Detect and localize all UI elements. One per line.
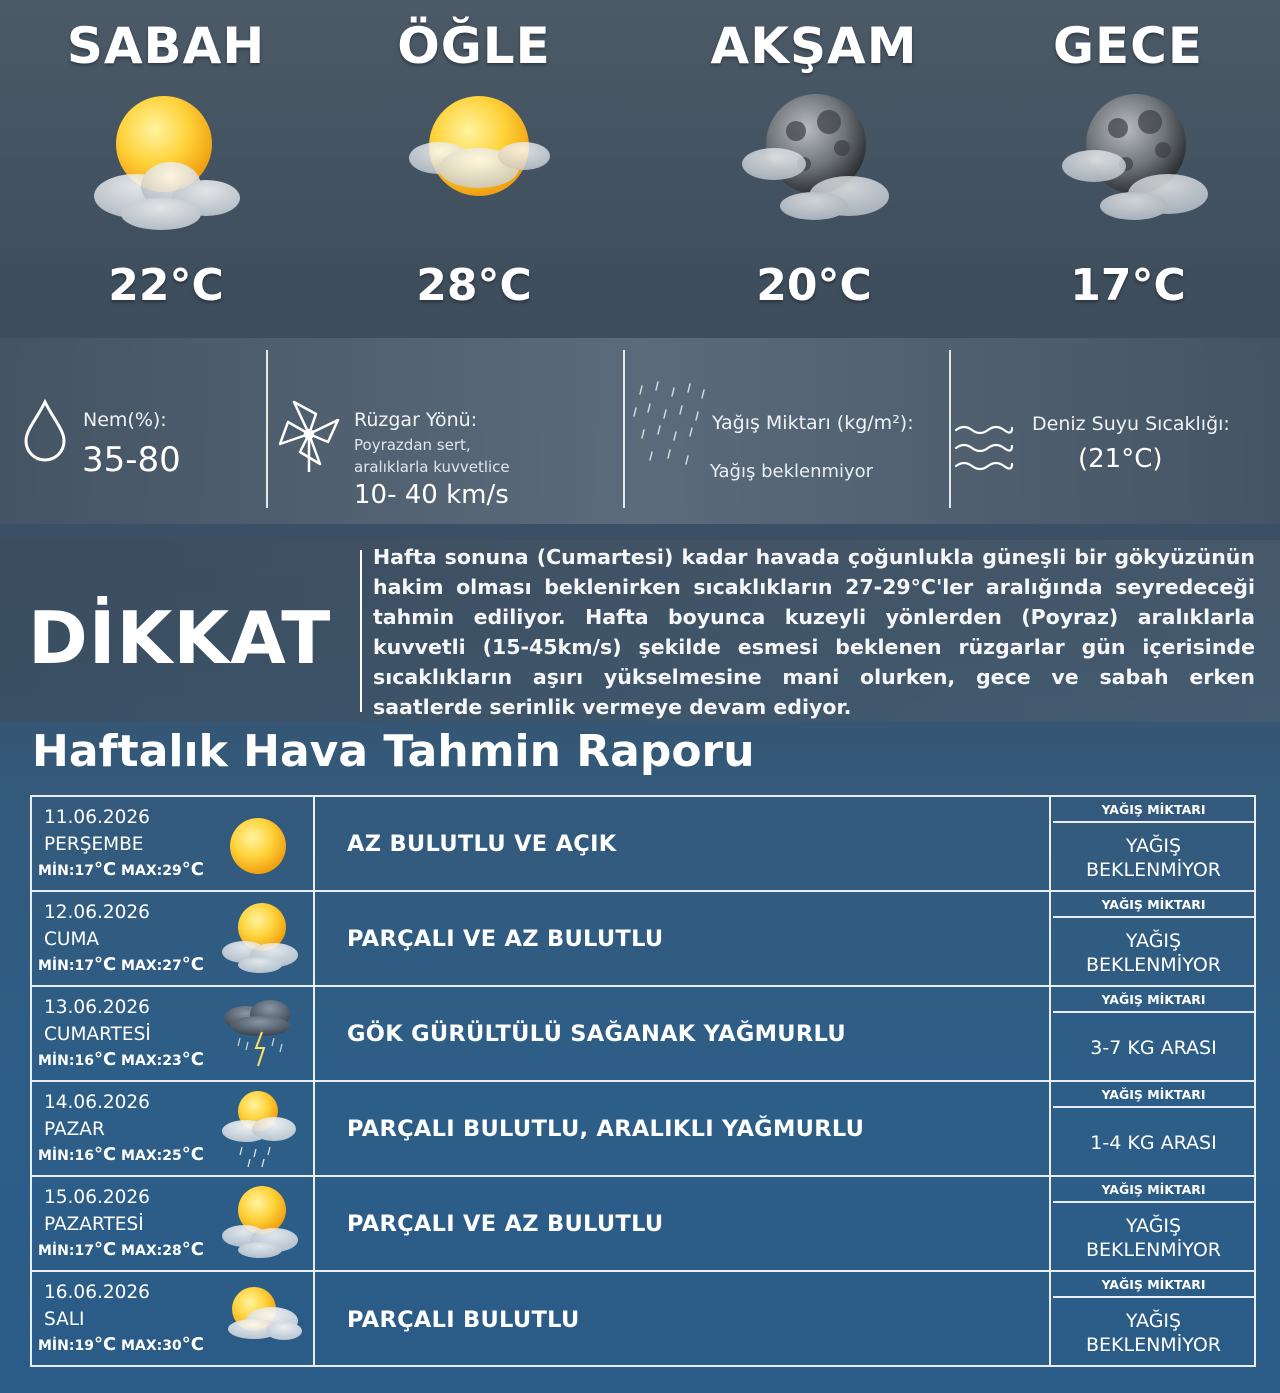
period-name: SABAH	[66, 17, 266, 75]
sun-cloud-icon	[76, 86, 256, 256]
table-row	[32, 892, 1254, 987]
row-desc: AZ BULUTLU VE AÇIK	[347, 830, 617, 857]
period-temp: 20°C	[756, 260, 872, 311]
period-temp: 17°C	[1070, 260, 1186, 311]
rain-head: YAĞIŞ MİKTARI	[1053, 1272, 1254, 1298]
sea-value: (21°C)	[1078, 444, 1163, 474]
divider	[949, 350, 951, 508]
dikkat-divider	[360, 550, 362, 712]
date-cell	[32, 987, 315, 1080]
date-cell	[32, 797, 315, 890]
table-row	[32, 797, 1254, 892]
rain-icon	[630, 378, 710, 478]
rain-head: YAĞIŞ MİKTARI	[1053, 1177, 1254, 1203]
rain-cell	[1053, 987, 1254, 1080]
rain-head: YAĞIŞ MİKTARI	[1053, 1082, 1254, 1108]
date-cell	[32, 1272, 315, 1367]
rain-value: YAĞIŞ BEKLENMİYOR	[1085, 834, 1222, 881]
row-day: PERŞEMBE	[44, 834, 144, 855]
sun-cloud-icon	[212, 1182, 307, 1267]
desc-cell	[317, 797, 1051, 890]
row-date: 14.06.2026	[44, 1092, 150, 1113]
row-date: 16.06.2026	[44, 1282, 150, 1303]
table-row	[32, 1177, 1254, 1272]
period-gece	[978, 14, 1278, 316]
period-temp: 28°C	[416, 260, 532, 311]
sea-label: Deniz Suyu Sıcaklığı:	[1032, 413, 1230, 435]
thunderstorm-icon	[212, 992, 307, 1077]
row-day: PAZARTESİ	[44, 1214, 144, 1235]
table-row	[32, 1082, 1254, 1177]
wind-desc-1: Poyrazdan sert,	[354, 436, 471, 454]
humidity-label: Nem(%):	[83, 409, 167, 431]
rain-cell	[1053, 1082, 1254, 1175]
rain-cell	[1053, 1177, 1254, 1270]
date-cell	[32, 892, 315, 985]
divider	[623, 350, 625, 508]
row-minmax: MİN:17°C MAX:28°C	[38, 1239, 204, 1260]
wind-value: 10- 40 km/s	[354, 480, 509, 510]
row-minmax: MİN:17°C MAX:29°C	[38, 859, 204, 880]
humidity-value: 35-80	[82, 440, 181, 480]
weekly-table	[30, 795, 1256, 1367]
period-sabah	[16, 14, 316, 316]
table-row	[32, 1272, 1254, 1367]
sun-cloud-icon	[384, 86, 564, 256]
wind-desc-2: aralıklarla kuvvetlice	[354, 458, 510, 476]
waves-icon	[954, 420, 1014, 474]
row-desc: PARÇALI VE AZ BULUTLU	[347, 925, 664, 952]
dikkat-text: Hafta sonuna (Cumartesi) kadar havada çoğunlukla güneşli bir gökyüzünün hakim olması beklenirken sıcaklıkların 27-29°C'ler aralığında seyredeceği tahmin ediliyor. Hafta boyunca kuzeyli yönlerden (Poyraz) aralıklarla kuvvetli (15-45km/s) şekilde esmesi beklenen rüzgarlar gün içerisinde sıcaklıkların aşırı yükselmesine mani olurken, gece ve sabah erken saatlerde serinlik vermeye devam ediyor.	[373, 545, 1255, 719]
sun-cloud-icon	[212, 1277, 307, 1362]
desc-cell	[317, 987, 1051, 1080]
rain-value: 3-7 KG ARASI	[1090, 1036, 1217, 1059]
period-temp: 22°C	[108, 260, 224, 311]
desc-cell	[317, 892, 1051, 985]
row-day: CUMA	[44, 929, 100, 950]
row-minmax: MİN:17°C MAX:27°C	[38, 954, 204, 975]
moon-cloud-icon	[724, 86, 904, 256]
rain-cell	[1053, 797, 1254, 890]
period-name: GECE	[1052, 17, 1204, 75]
period-aksam	[664, 14, 964, 316]
rain-value: YAĞIŞ BEKLENMİYOR	[1085, 1309, 1222, 1356]
rain-head: YAĞIŞ MİKTARI	[1053, 892, 1254, 918]
row-date: 12.06.2026	[44, 902, 150, 923]
date-cell	[32, 1177, 315, 1270]
row-minmax: MİN:16°C MAX:25°C	[38, 1144, 204, 1165]
rain-cell	[1053, 892, 1254, 985]
row-desc: PARÇALI BULUTLU, ARALIKLI YAĞMURLU	[347, 1115, 865, 1142]
divider	[266, 350, 268, 508]
rain-value: Yağış beklenmiyor	[710, 461, 874, 482]
date-cell	[32, 1082, 315, 1175]
period-name: AKŞAM	[710, 17, 918, 75]
row-desc: PARÇALI BULUTLU	[347, 1306, 580, 1333]
row-desc: PARÇALI VE AZ BULUTLU	[347, 1210, 664, 1237]
row-day: CUMARTESİ	[44, 1024, 151, 1045]
droplet-icon	[22, 398, 68, 462]
rain-value: 1-4 KG ARASI	[1090, 1131, 1217, 1154]
rain-head: YAĞIŞ MİKTARI	[1053, 987, 1254, 1013]
table-row	[32, 987, 1254, 1082]
rain-value: YAĞIŞ BEKLENMİYOR	[1085, 929, 1222, 976]
desc-cell	[317, 1272, 1051, 1367]
desc-cell	[317, 1177, 1051, 1270]
row-minmax: MİN:16°C MAX:23°C	[38, 1049, 204, 1070]
pinwheel-icon	[276, 396, 342, 474]
row-date: 11.06.2026	[44, 807, 150, 828]
rain-label: Yağış Miktarı (kg/m²):	[712, 412, 914, 434]
desc-cell	[317, 1082, 1051, 1175]
weekly-title: Haftalık Hava Tahmin Raporu	[32, 726, 755, 777]
row-date: 13.06.2026	[44, 997, 150, 1018]
sun-rain-icon	[212, 1087, 307, 1172]
sun-cloud-icon	[212, 897, 307, 982]
period-ogle	[324, 14, 624, 316]
row-day: PAZAR	[44, 1119, 105, 1140]
moon-cloud-icon	[1038, 86, 1218, 256]
rain-head: YAĞIŞ MİKTARI	[1053, 797, 1254, 823]
period-name: ÖĞLE	[397, 17, 551, 75]
row-minmax: MİN:19°C MAX:30°C	[38, 1334, 204, 1355]
dikkat-title: DİKKAT	[28, 596, 332, 680]
row-desc: GÖK GÜRÜLTÜLÜ SAĞANAK YAĞMURLU	[347, 1020, 846, 1047]
row-date: 15.06.2026	[44, 1187, 150, 1208]
rain-value: YAĞIŞ BEKLENMİYOR	[1085, 1214, 1222, 1261]
wind-label: Rüzgar Yönü:	[354, 409, 478, 431]
rain-cell	[1053, 1272, 1254, 1367]
row-day: SALI	[44, 1309, 85, 1330]
sun-icon	[212, 802, 307, 887]
